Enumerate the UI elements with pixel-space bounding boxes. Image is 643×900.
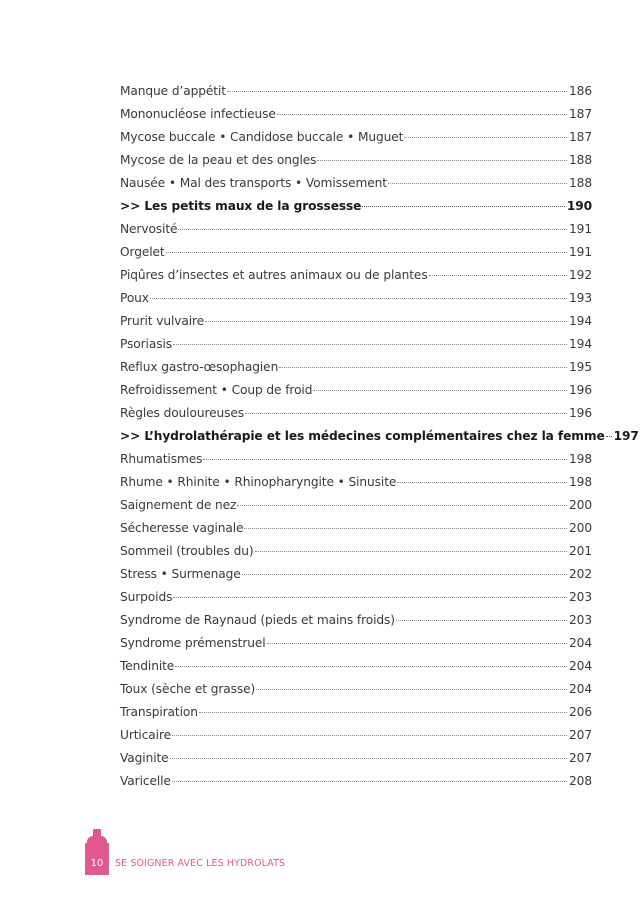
toc-section-entry (120, 199, 592, 222)
toc-section-entry (120, 429, 639, 452)
toc-entry (120, 268, 592, 291)
toc-entry-title: Règles douloureuses (120, 406, 245, 420)
toc-entry-page: 208 (569, 774, 592, 788)
toc-entry (120, 751, 592, 774)
toc-entry-page: 187 (569, 107, 592, 121)
dot-leader (404, 137, 567, 138)
toc-entry-title: Mycose de la peau et des ongles (120, 153, 317, 167)
toc-entry-title: Mononucléose infectieuse (120, 107, 276, 121)
page-footer (85, 829, 285, 875)
toc-entry-title: Toux (sèche et grasse) (120, 682, 256, 696)
toc-entry-title: Piqûres d’insectes et autres animaux ou de plantes (120, 268, 428, 282)
toc-entry (120, 728, 592, 751)
toc-entry (120, 613, 592, 636)
toc-entry-page: 204 (569, 682, 592, 696)
toc-entry (120, 590, 592, 613)
dot-leader (267, 643, 567, 644)
toc-entry-title: Refroidissement • Coup de froid (120, 383, 313, 397)
toc-entry-page: 194 (569, 314, 592, 328)
toc-entry-title: Surpoids (120, 590, 173, 604)
toc-entry (120, 153, 592, 176)
toc-entry-page: 186 (569, 84, 592, 98)
toc-entry (120, 314, 592, 337)
toc-entry (120, 245, 592, 268)
toc-entry (120, 291, 592, 314)
toc-entry-page: 200 (569, 498, 592, 512)
toc-entry-page: 194 (569, 337, 592, 351)
toc-entry-title: Mycose buccale • Candidose buccale • Muguet (120, 130, 404, 144)
toc-entry-title: Tendinite (120, 659, 175, 673)
toc-entry-page: 190 (566, 199, 592, 213)
toc-entry (120, 498, 592, 521)
toc-entry (120, 452, 592, 475)
dot-leader (255, 551, 568, 552)
dot-leader (244, 528, 567, 529)
dot-leader (279, 367, 567, 368)
dot-leader (429, 275, 567, 276)
toc-entry-page: 207 (569, 728, 592, 742)
toc-entry-page: 204 (569, 659, 592, 673)
toc-entry (120, 705, 592, 728)
toc-entry-title: Reflux gastro-œsophagien (120, 360, 279, 374)
dot-leader (166, 252, 567, 253)
toc-entry-title: Rhumatismes (120, 452, 203, 466)
toc-entry-page: 202 (569, 567, 592, 581)
toc-entry-page: 191 (569, 245, 592, 259)
toc-entry (120, 107, 592, 130)
toc-entry-title: Syndrome de Raynaud (pieds et mains froids) (120, 613, 395, 627)
toc-entry-title: Manque d’appétit (120, 84, 226, 98)
toc-entry (120, 383, 592, 406)
dot-leader (170, 758, 567, 759)
dot-leader (172, 735, 567, 736)
dot-leader (173, 344, 567, 345)
toc-entry-page: 196 (569, 406, 592, 420)
toc-entry-page: 193 (569, 291, 592, 305)
toc-entry-title: Nausée • Mal des transports • Vomissement (120, 176, 387, 190)
toc-entry-title: Varicelle (120, 774, 171, 788)
toc-entry (120, 475, 592, 498)
dot-leader (242, 574, 567, 575)
toc-entry-title: Vaginite (120, 751, 169, 765)
dot-leader (172, 781, 567, 782)
dot-leader (397, 482, 567, 483)
toc-entry-title: Stress • Surmenage (120, 567, 241, 581)
dot-leader (362, 206, 565, 207)
toc-entry (120, 567, 592, 590)
toc-entry (120, 222, 592, 245)
book-title: SE SOIGNER AVEC LES HYDROLATS (115, 858, 286, 869)
toc-entry-page: 203 (569, 613, 592, 627)
toc-entry-title: Sécheresse vaginale (120, 521, 244, 535)
toc-entry-title: >> Les petits maux de la grossesse (120, 199, 362, 213)
dot-leader (277, 114, 567, 115)
dot-leader (203, 459, 567, 460)
dot-leader (150, 298, 567, 299)
toc-entry-title: Rhume • Rhinite • Rhinopharyngite • Sinusite (120, 475, 397, 489)
toc-entry-title: Psoriasis (120, 337, 172, 351)
table-of-contents (120, 84, 639, 797)
toc-entry-page: 201 (569, 544, 592, 558)
toc-entry-page: 196 (569, 383, 592, 397)
toc-entry-title: Nervosité (120, 222, 178, 236)
toc-entry-page: 188 (569, 153, 592, 167)
toc-entry-page: 188 (569, 176, 592, 190)
dot-leader (173, 597, 567, 598)
toc-entry (120, 406, 592, 429)
toc-entry-page: 198 (569, 475, 592, 489)
dot-leader (178, 229, 567, 230)
dot-leader (313, 390, 567, 391)
toc-entry (120, 521, 592, 544)
toc-entry-page: 198 (569, 452, 592, 466)
toc-entry-page: 191 (569, 222, 592, 236)
toc-entry-title: Sommeil (troubles du) (120, 544, 254, 558)
toc-entry-title: Orgelet (120, 245, 165, 259)
toc-entry-title: Poux (120, 291, 149, 305)
toc-entry-page: 206 (569, 705, 592, 719)
dot-leader (237, 505, 567, 506)
toc-entry (120, 659, 592, 682)
toc-entry (120, 682, 592, 705)
toc-entry-title: Syndrome prémenstruel (120, 636, 266, 650)
toc-entry-title: Transpiration (120, 705, 198, 719)
toc-entry (120, 84, 592, 107)
bottle-icon (85, 829, 109, 875)
toc-entry-page: 195 (569, 360, 592, 374)
toc-entry-title: Urticaire (120, 728, 171, 742)
toc-entry-title: Saignement de nez (120, 498, 237, 512)
toc-entry-page: 187 (569, 130, 592, 144)
toc-entry (120, 544, 592, 567)
page-number: 10 (90, 858, 104, 869)
toc-entry (120, 774, 592, 797)
toc-entry (120, 176, 592, 199)
dot-leader (245, 413, 567, 414)
toc-entry-title: Prurit vulvaire (120, 314, 205, 328)
dot-leader (256, 689, 567, 690)
toc-entry-title: >> L’hydrolathérapie et les médecines complémentaires chez la femme (120, 429, 605, 443)
dot-leader (199, 712, 567, 713)
dot-leader (175, 666, 567, 667)
dot-leader (396, 620, 567, 621)
toc-entry-page: 197 (613, 429, 639, 443)
toc-entry (120, 337, 592, 360)
dot-leader (388, 183, 567, 184)
toc-entry (120, 360, 592, 383)
dot-leader (205, 321, 567, 322)
toc-entry-page: 200 (569, 521, 592, 535)
toc-entry-page: 192 (569, 268, 592, 282)
toc-entry-page: 204 (569, 636, 592, 650)
dot-leader (606, 436, 612, 437)
toc-entry (120, 636, 592, 659)
toc-entry-page: 203 (569, 590, 592, 604)
toc-entry (120, 130, 592, 153)
dot-leader (227, 91, 567, 92)
toc-entry-page: 207 (569, 751, 592, 765)
dot-leader (317, 160, 567, 161)
